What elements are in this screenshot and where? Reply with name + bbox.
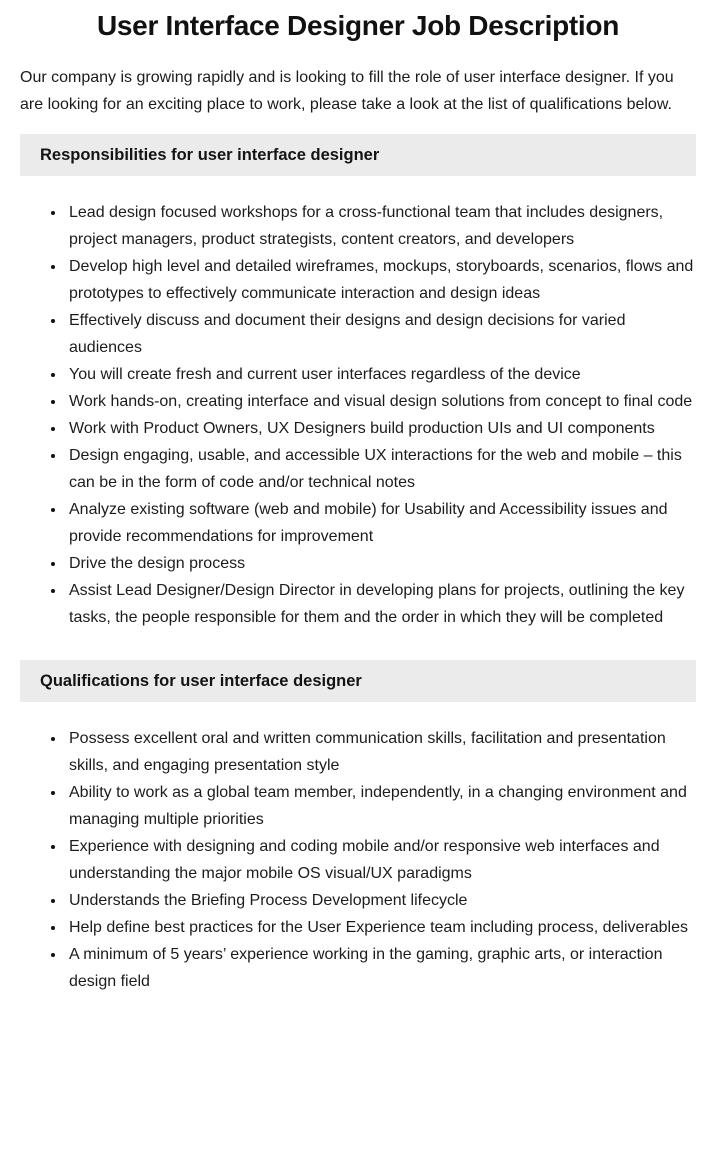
list-item: • Develop high level and detailed wireframes, mockups, storyboards, scenarios, flows and prototypes to effectively communicate interaction and design ideas (66, 253, 696, 307)
list-item: • Help define best practices for the User Experience team including process, deliverables (66, 914, 696, 941)
qualifications-heading (20, 660, 696, 702)
qualifications-heading-label: Qualifications for user interface designer (40, 671, 362, 690)
list-item: • Possess excellent oral and written communication skills, facilitation and presentation skills, and engaging presentation style (66, 725, 696, 779)
list-item: • Design engaging, usable, and accessible UX interactions for the web and mobile – this can be in the form of code and/or technical notes (66, 442, 696, 496)
list-item: • Experience with designing and coding mobile and/or responsive web interfaces and understanding the major mobile OS visual/UX paradigms (66, 833, 696, 887)
qualifications-list (20, 725, 696, 995)
responsibilities-heading-label: Responsibilities for user interface designer (40, 145, 380, 164)
list-item: • Understands the Briefing Process Development lifecycle (66, 887, 696, 914)
section-qualifications (20, 660, 696, 995)
list-item: • Assist Lead Designer/Design Director in developing plans for projects, outlining the key tasks, the people responsible for them and the order in which they will be completed (66, 577, 696, 631)
responsibilities-list (20, 199, 696, 631)
list-item: • Effectively discuss and document their designs and design decisions for varied audiences (66, 307, 696, 361)
list-item: • A minimum of 5 years’ experience working in the gaming, graphic arts, or interaction design field (66, 941, 696, 995)
responsibilities-heading (20, 134, 696, 176)
page-title: User Interface Designer Job Description (96, 10, 620, 41)
list-item: • Lead design focused workshops for a cross-functional team that includes designers, project managers, product strategists, content creators, and developers (66, 199, 696, 253)
list-item: • You will create fresh and current user interfaces regardless of the device (66, 361, 696, 388)
list-item: • Ability to work as a global team member, independently, in a changing environment and managing multiple priorities (66, 779, 696, 833)
list-item: • Analyze existing software (web and mobile) for Usability and Accessibility issues and provide recommendations for improvement (66, 496, 696, 550)
list-item: • Work hands-on, creating interface and visual design solutions from concept to final code (66, 388, 696, 415)
list-item: • Work with Product Owners, UX Designers build production UIs and UI components (66, 415, 696, 442)
intro-paragraph: Our company is growing rapidly and is looking to fill the role of user interface designer. If you are looking for an exciting place to work, please take a look at the list of qualifications below. (20, 69, 674, 113)
section-responsibilities (20, 134, 696, 631)
list-item: • Drive the design process (66, 550, 696, 577)
